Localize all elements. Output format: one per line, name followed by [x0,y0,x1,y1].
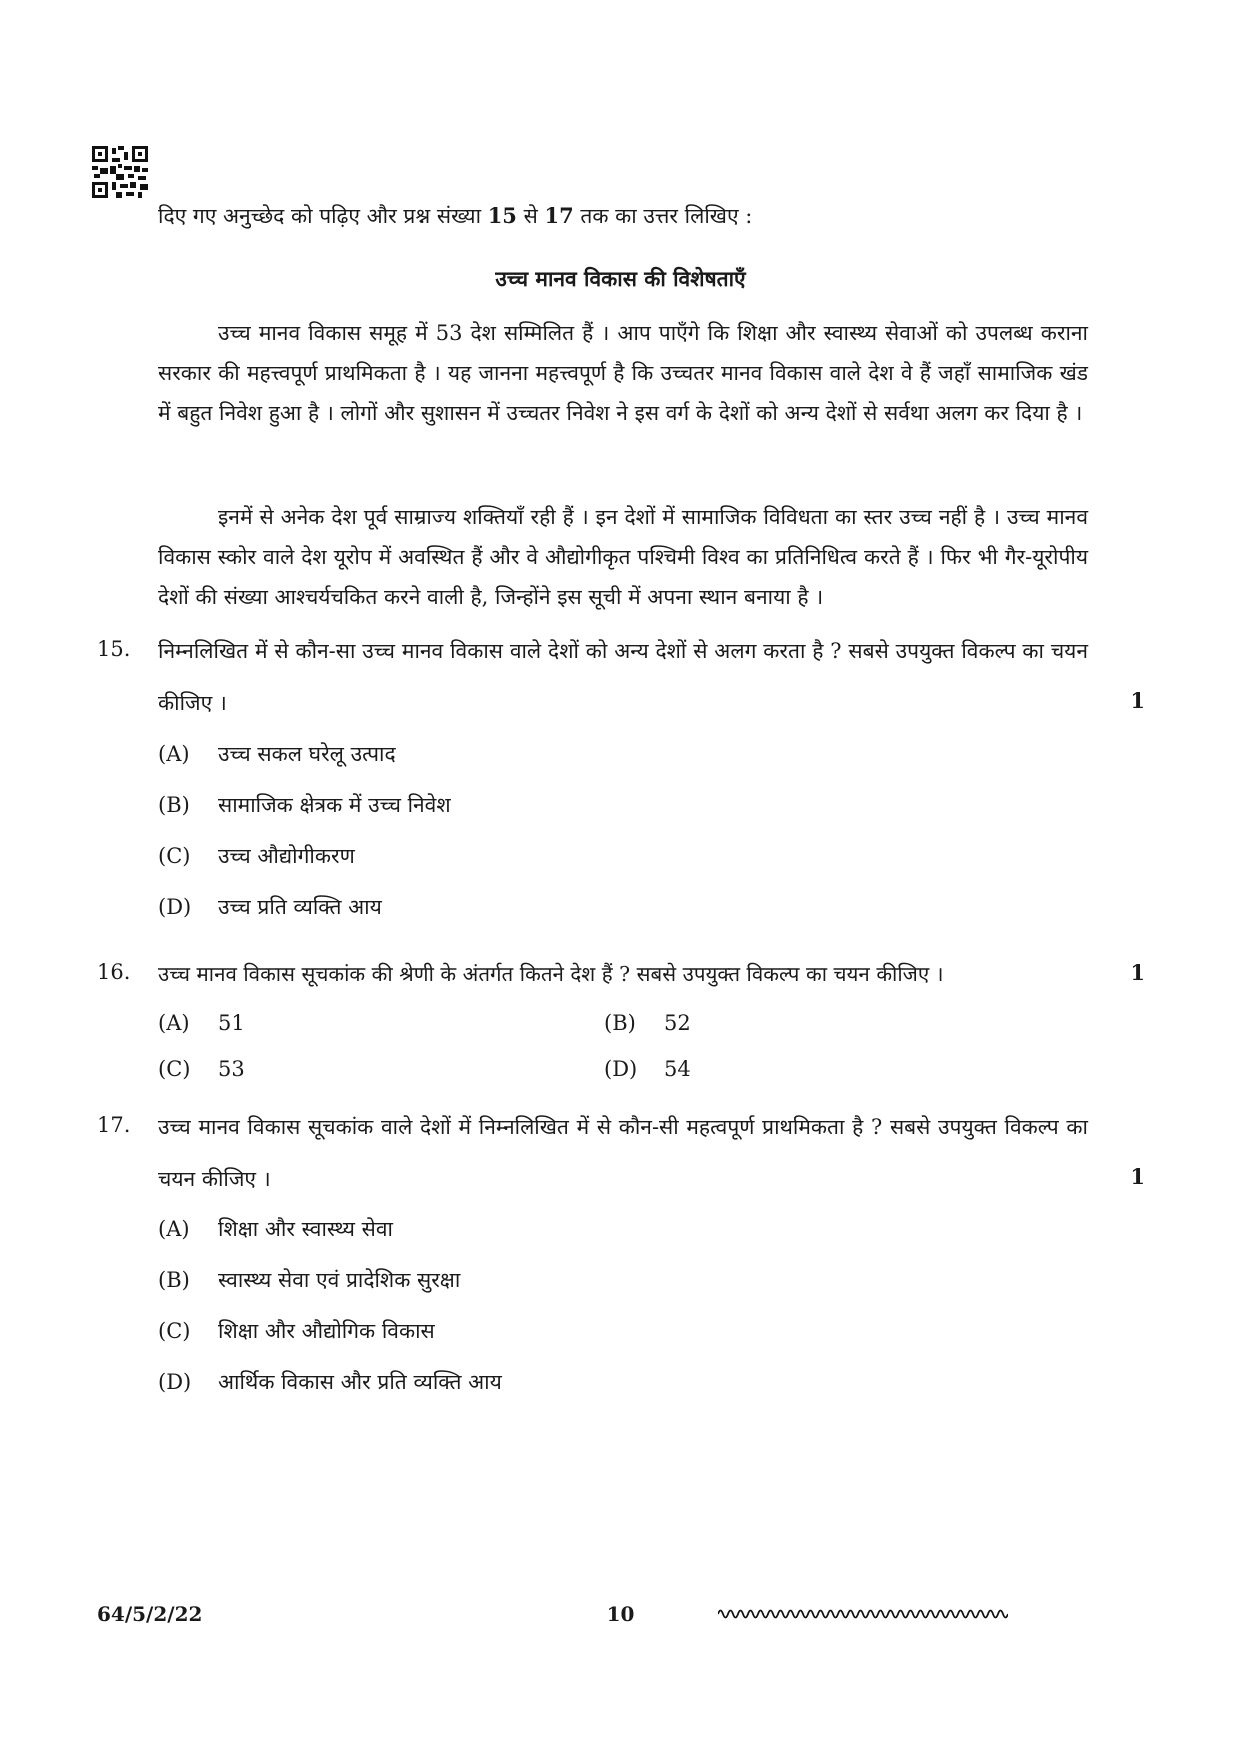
option-label: (C) [158,1319,191,1343]
option-label: (A) [158,1217,190,1241]
passage-paragraph-2: इनमें से अनेक देश पूर्व साम्राज्य शक्तियाँ रही हैं । इन देशों में सामाजिक विविधता का स्तर उच्च नहीं है । उच्च मानव विकास स्कोर वाले देश यूरोप में अवस्थित हैं और वे औद्योगीकृत पश्चिमी विश्व का प्रतिनिधित्व करते हैं । फिर भी गैर-यूरोपीय देशों की संख्या आश्चर्यचकित करने वाली है, जिन्होंने इस सूची में अपना स्थान बनाया है । [158,505,1088,609]
option-b [158,1266,460,1294]
instruction-text: से [516,204,545,228]
option-text: उच्च प्रति व्यक्ति आय [218,895,382,919]
option-a [158,1215,393,1243]
option-text: 54 [664,1057,691,1081]
qr-code-icon [92,146,148,198]
option-text: शिक्षा और औद्योगिक विकास [218,1319,435,1343]
passage-instruction [158,202,752,230]
option-text: उच्च सकल घरेलू उत्पाद [218,742,396,766]
option-b [604,1011,691,1035]
option-label: (B) [604,1011,636,1035]
passage-title: उच्च मानव विकास की विशेषताएँ [495,266,746,291]
option-label: (C) [158,1057,191,1081]
question-number: 16. [97,960,131,984]
option-d [158,893,382,921]
option-label: (A) [158,1011,190,1035]
option-d [158,1368,502,1396]
option-label: (B) [158,793,190,817]
option-text: 53 [218,1057,245,1081]
instruction-text: दिए गए अनुच्छेद को पढ़िए और प्रश्न संख्या [158,204,488,228]
option-c [158,1317,435,1345]
option-text: 51 [218,1011,245,1035]
option-b [158,791,451,819]
question-range-start: 15 [487,203,517,228]
option-c [158,842,355,870]
question-text: निम्नलिखित में से कौन-सा उच्च मानव विकास वाले देशों को अन्य देशों से अलग करता है ? सबसे उपयुक्त विकल्प का चयन कीजिए । [158,639,1088,715]
option-label: (A) [158,742,190,766]
squiggle-line-icon [718,1604,1008,1624]
option-text: 52 [664,1011,691,1035]
option-c [158,1057,245,1081]
question-marks: 1 [1130,1164,1145,1189]
question-number: 17. [97,1113,131,1137]
option-text: स्वास्थ्य सेवा एवं प्रादेशिक सुरक्षा [218,1268,461,1292]
option-label: (D) [604,1057,638,1081]
question-range-end: 17 [544,203,574,228]
option-label: (D) [158,895,192,919]
option-d [604,1057,691,1081]
option-label: (D) [158,1370,192,1394]
question-text: उच्च मानव विकास सूचकांक वाले देशों में निम्नलिखित में से कौन-सी महत्वपूर्ण प्राथमिकता है ? सबसे उपयुक्त विकल्प का चयन कीजिए । [158,1115,1088,1191]
question-marks: 1 [1130,688,1145,713]
option-label: (C) [158,844,191,868]
option-label: (B) [158,1268,190,1292]
option-a [158,1011,245,1035]
paper-code: 64/5/2/22 [97,1602,203,1626]
passage-paragraph-1: उच्च मानव विकास समूह में 53 देश सम्मिलित हैं । आप पाएँगे कि शिक्षा और स्वास्थ्य सेवाओं को उपलब्ध कराना सरकार की महत्त्वपूर्ण प्राथमिकता है । यह जानना महत्त्वपूर्ण है कि उच्चतर मानव विकास वाले देश वे हैं जहाँ सामाजिक खंड में बहुत निवेश हुआ है । लोगों और सुशासन में उच्चतर निवेश ने इस वर्ग के देशों को अन्य देशों से सर्वथा अलग कर दिया है । [158,321,1088,425]
option-text: आर्थिक विकास और प्रति व्यक्ति आय [218,1370,502,1394]
question-text: उच्च मानव विकास सूचकांक की श्रेणी के अंतर्गत कितने देश हैं ? सबसे उपयुक्त विकल्प का चयन कीजिए । [158,962,944,986]
option-text: उच्च औद्योगीकरण [218,844,355,868]
page-number: 10 [606,1602,635,1626]
instruction-text: तक का उत्तर लिखिए : [573,204,753,228]
question-number: 15. [97,637,131,661]
question-marks: 1 [1130,960,1145,985]
option-a [158,740,396,768]
option-text: सामाजिक क्षेत्रक में उच्च निवेश [218,793,451,817]
option-text: शिक्षा और स्वास्थ्य सेवा [218,1217,393,1241]
